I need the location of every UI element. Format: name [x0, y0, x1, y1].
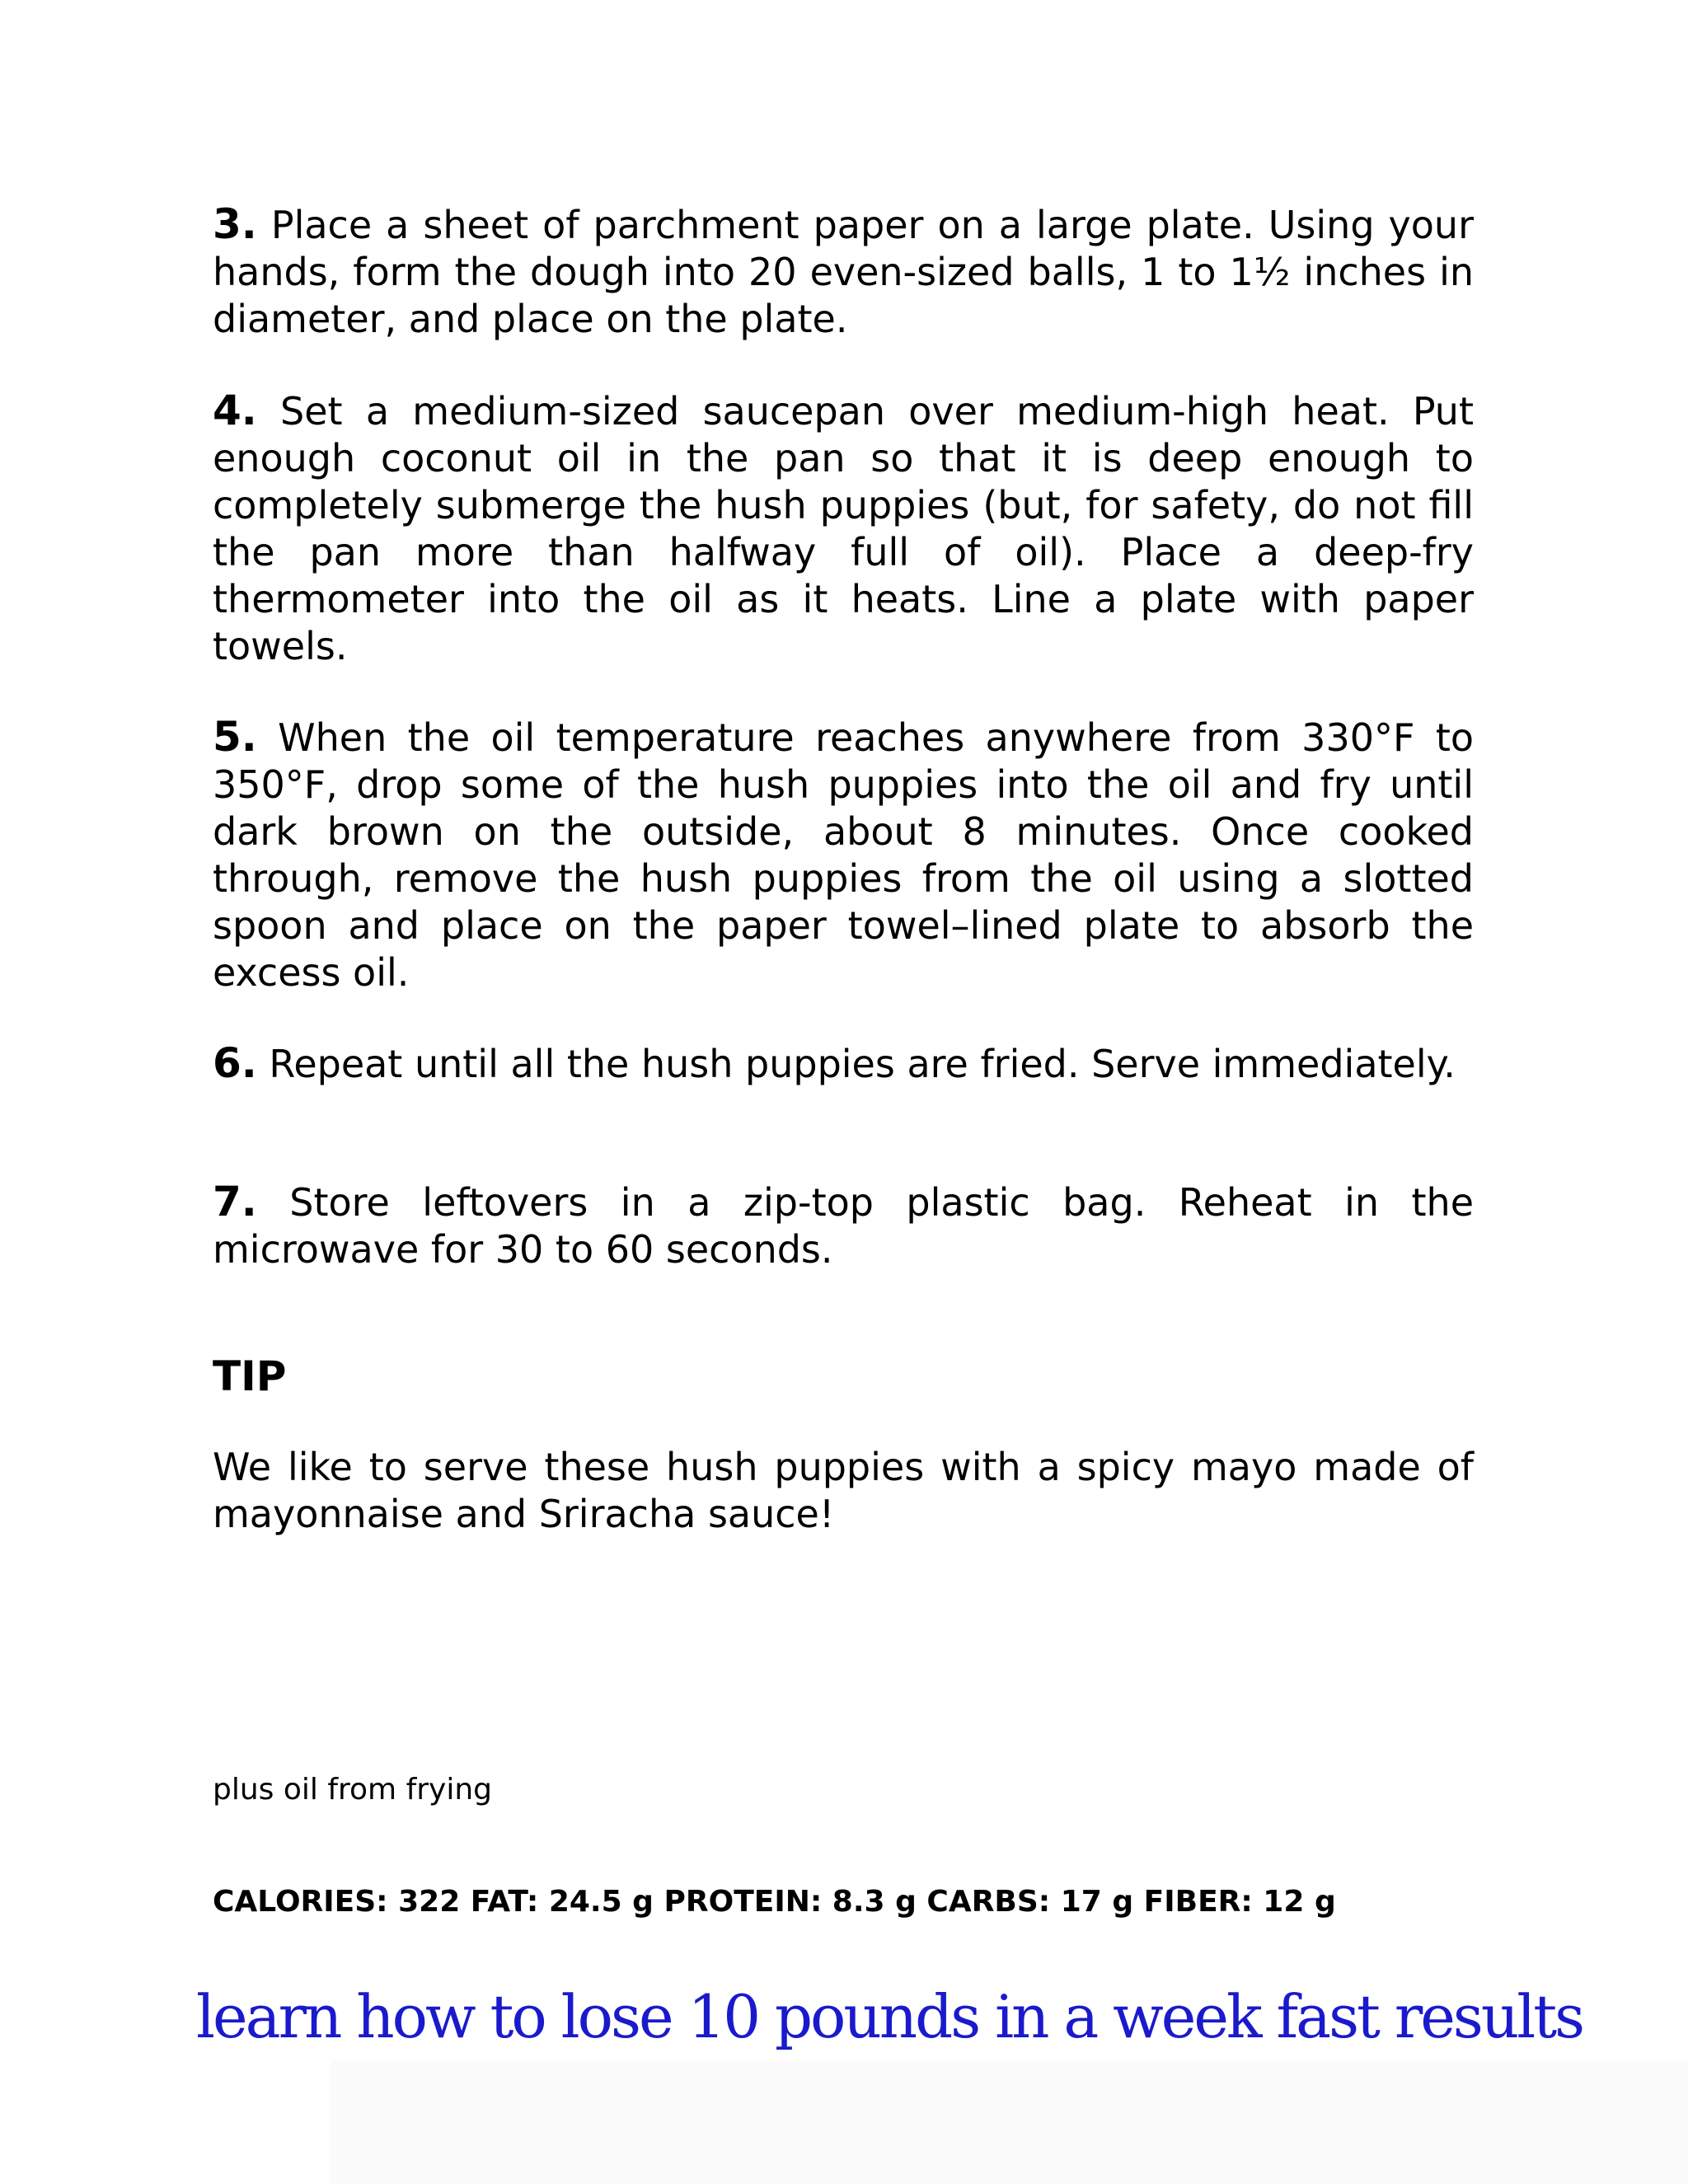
step-number: 6. — [213, 1039, 257, 1087]
step-text: Store leftovers in a zip-top plastic bag. Reheat in the microwave for 30 to 60 seconds. — [213, 1180, 1474, 1272]
instruction-step-5 — [213, 714, 1474, 996]
tip-heading: TIP — [213, 1352, 287, 1400]
footer-shade — [330, 2060, 1688, 2184]
step-number: 7. — [213, 1178, 257, 1226]
step-text: Place a sheet of parchment paper on a large plate. Using your hands, form the dough into 20 even-sized balls, 1 to 1½ inches in diameter, and place on the plate. — [213, 203, 1474, 341]
step-number: 4. — [213, 387, 257, 434]
step-text: When the oil temperature reaches anywhere from 330°F to 350°F, drop some of the hush puppies into the oil and fry until dark brown on the outside, about 8 minutes. Once cooked through, remove the hush puppies from the oil using a slotted spoon and place on the paper towel–lined plate to absorb the excess oil. — [213, 715, 1474, 995]
instruction-step-6 — [213, 1040, 1474, 1088]
step-text: Set a medium-sized saucepan over medium-high heat. Put enough coconut oil in the pan so that it is deep enough to completely submerge the hush puppies (but, for safety, do not fill the pan more than halfway full of oil). Place a deep-fry thermometer into the oil as it heats. Line a plate with paper towels. — [213, 389, 1474, 668]
step-text: Repeat until all the hush puppies are fried. Serve immediately. — [256, 1042, 1456, 1086]
instruction-step-7 — [213, 1179, 1474, 1273]
promo-link[interactable]: learn how to lose 10 pounds in a week fast results — [196, 1982, 1583, 2051]
instruction-step-3 — [213, 201, 1474, 343]
step-number: 3. — [213, 200, 257, 248]
instruction-step-4 — [213, 387, 1474, 670]
nutrition-facts: CALORIES: 322 FAT: 24.5 g PROTEIN: 8.3 g CARBS: 17 g FIBER: 12 g — [213, 1885, 1336, 1919]
tip-text: We like to serve these hush puppies with a spicy mayo made of mayonnaise and Sriracha sauce! — [213, 1445, 1474, 1536]
step-number: 5. — [213, 713, 257, 761]
ingredient-note: plus oil from frying — [213, 1773, 493, 1807]
